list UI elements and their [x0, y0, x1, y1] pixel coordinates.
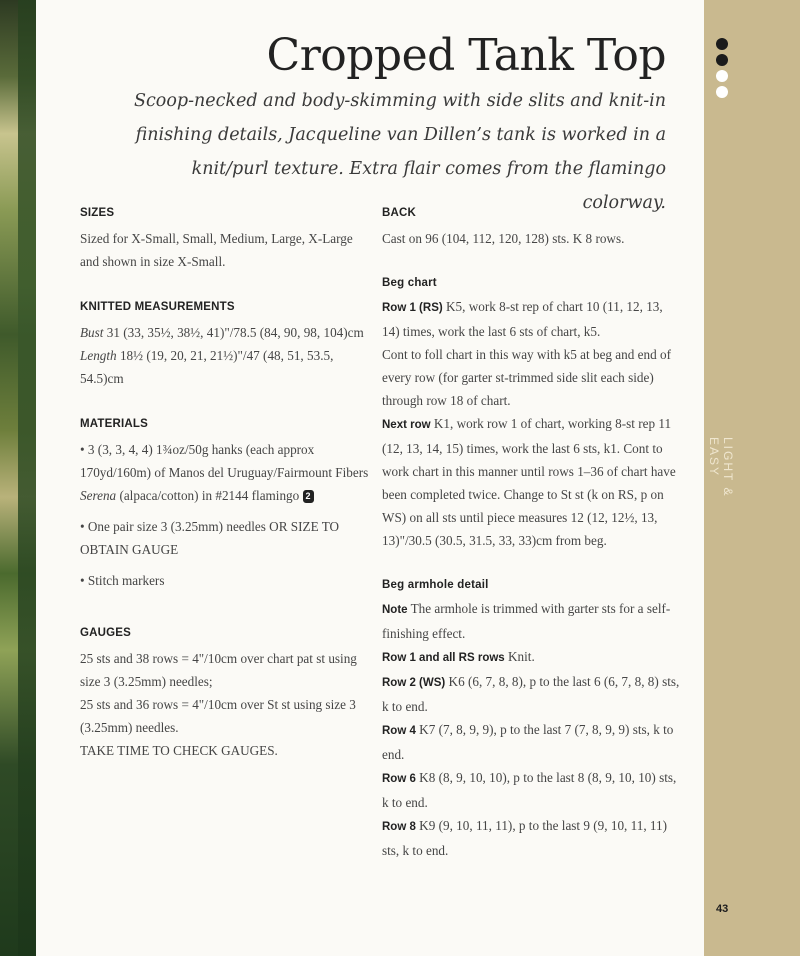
row-text: K6 (6, 7, 8, 8), p to the last 6 (6, 7, 8, 8) sts, k to end.	[382, 674, 680, 714]
gauge-check: TAKE TIME TO CHECK GAUGES.	[80, 743, 278, 758]
rs-rows-instruction	[382, 645, 682, 670]
difficulty-dot-empty	[716, 70, 728, 82]
bust-label: Bust	[80, 325, 104, 340]
left-column	[80, 202, 370, 762]
back-cast-on: Cast on 96 (104, 112, 120, 128) sts. K 8 rows.	[382, 231, 625, 246]
row-8-instruction	[382, 814, 682, 862]
materials-heading: MATERIALS	[80, 418, 149, 430]
difficulty-dot-empty	[716, 86, 728, 98]
row-text: K1, work row 1 of chart, working 8-st rep 11 (12, 13, 14, 15) times, work the last 6 sts, k1. Cont to work chart in this manner until rows 1–36 of chart have been completed twice. Change to St st (k on RS, p on WS) on all sts until piece measures 12 (12, 12½, 13, 13)"/30.5 (30.5, 31.5, 33, 33)cm from beg.	[382, 416, 676, 548]
yarn-text: • 3 (3, 3, 4, 4) 1¾oz/50g hanks (each approx 170yd/160m) of Manos del Uruguay/Fairmount Fibers	[80, 442, 369, 480]
chart-heading: Beg chart	[382, 277, 437, 289]
row-text: K8 (8, 9, 10, 10), p to the last 8 (8, 9, 10, 10) sts, k to end.	[382, 770, 677, 810]
yarn-color: (alpaca/cotton) in #2144 flamingo	[116, 488, 303, 503]
pattern-subtitle: Scoop-necked and body-skimming with side slits and knit-in finishing details, Jacqueline van Dillen’s tank is worked in a knit/purl texture. Extra flair comes from the flamingo colorway.	[134, 91, 666, 213]
row-4-instruction	[382, 718, 682, 766]
length-label: Length	[80, 348, 117, 363]
material-needles: • One pair size 3 (3.25mm) needles OR SIZE TO OBTAIN GAUGE	[80, 519, 340, 557]
note-label: Note	[382, 604, 408, 616]
row-label: Row 1 (RS)	[382, 302, 443, 314]
row-2-instruction	[382, 670, 682, 718]
bust-value: 31 (33, 35½, 38½, 41)"/78.5 (84, 90, 98, 104)cm	[106, 325, 364, 340]
bust-measurement	[80, 321, 370, 344]
armhole-heading: Beg armhole detail	[382, 579, 489, 591]
yarn-weight-icon: 2	[303, 490, 314, 503]
garment-photo-edge	[0, 0, 36, 956]
row-label: Row 2 (WS)	[382, 677, 446, 689]
next-row-instruction	[382, 412, 682, 552]
row-label: Row 4	[382, 725, 416, 737]
section-label: LIGHT & EASY	[707, 437, 735, 498]
row-text: K5, work 8-st rep of chart 10 (11, 12, 13, 14) times, work the last 6 sts of chart, k5.	[382, 299, 663, 339]
right-column	[382, 202, 682, 862]
continue-instruction: Cont to foll chart in this way with k5 at beg and end of every row (for garter st-trimmed side slit each side) through row 18 of chart.	[382, 347, 671, 408]
length-measurement	[80, 344, 370, 390]
difficulty-dot-filled	[716, 54, 728, 66]
page-number: 43	[716, 903, 729, 915]
difficulty-dot-filled	[716, 38, 728, 50]
row-label: Row 8	[382, 821, 416, 833]
length-value: 18½ (19, 20, 21, 21½)"/47 (48, 51, 53.5, 54.5)cm	[80, 348, 334, 386]
gauge-stockinette: 25 sts and 36 rows = 4"/10cm over St st using size 3 (3.25mm) needles.	[80, 697, 356, 735]
sizes-heading: SIZES	[80, 207, 115, 219]
material-yarn	[80, 438, 370, 507]
material-markers: • Stitch markers	[80, 573, 165, 588]
row-text: K9 (9, 10, 11, 11), p to the last 9 (9, 10, 11, 11) sts, k to end.	[382, 818, 668, 858]
sizes-text: Sized for X-Small, Small, Medium, Large, X-Large and shown in size X-Small.	[80, 231, 353, 269]
row-label: Row 6	[382, 773, 416, 785]
armhole-note	[382, 597, 682, 645]
pattern-title: Cropped Tank Top	[266, 30, 666, 81]
row-label: Next row	[382, 419, 431, 431]
gauges-heading: GAUGES	[80, 627, 132, 639]
row-6-instruction	[382, 766, 682, 814]
row-text: K7 (7, 8, 9, 9), p to the last 7 (7, 8, 9, 9) sts, k to end.	[382, 722, 674, 762]
back-heading: BACK	[382, 207, 417, 219]
row-label: Row 1 and all RS rows	[382, 652, 505, 664]
measurements-heading: KNITTED MEASUREMENTS	[80, 301, 235, 313]
yarn-name: Serena	[80, 488, 117, 503]
row-1-instruction	[382, 295, 682, 343]
gauge-chart: 25 sts and 38 rows = 4"/10cm over chart pat st using size 3 (3.25mm) needles;	[80, 651, 357, 689]
note-text: The armhole is trimmed with garter sts for a self-finishing effect.	[382, 601, 671, 641]
row-text: Knit.	[504, 649, 535, 664]
